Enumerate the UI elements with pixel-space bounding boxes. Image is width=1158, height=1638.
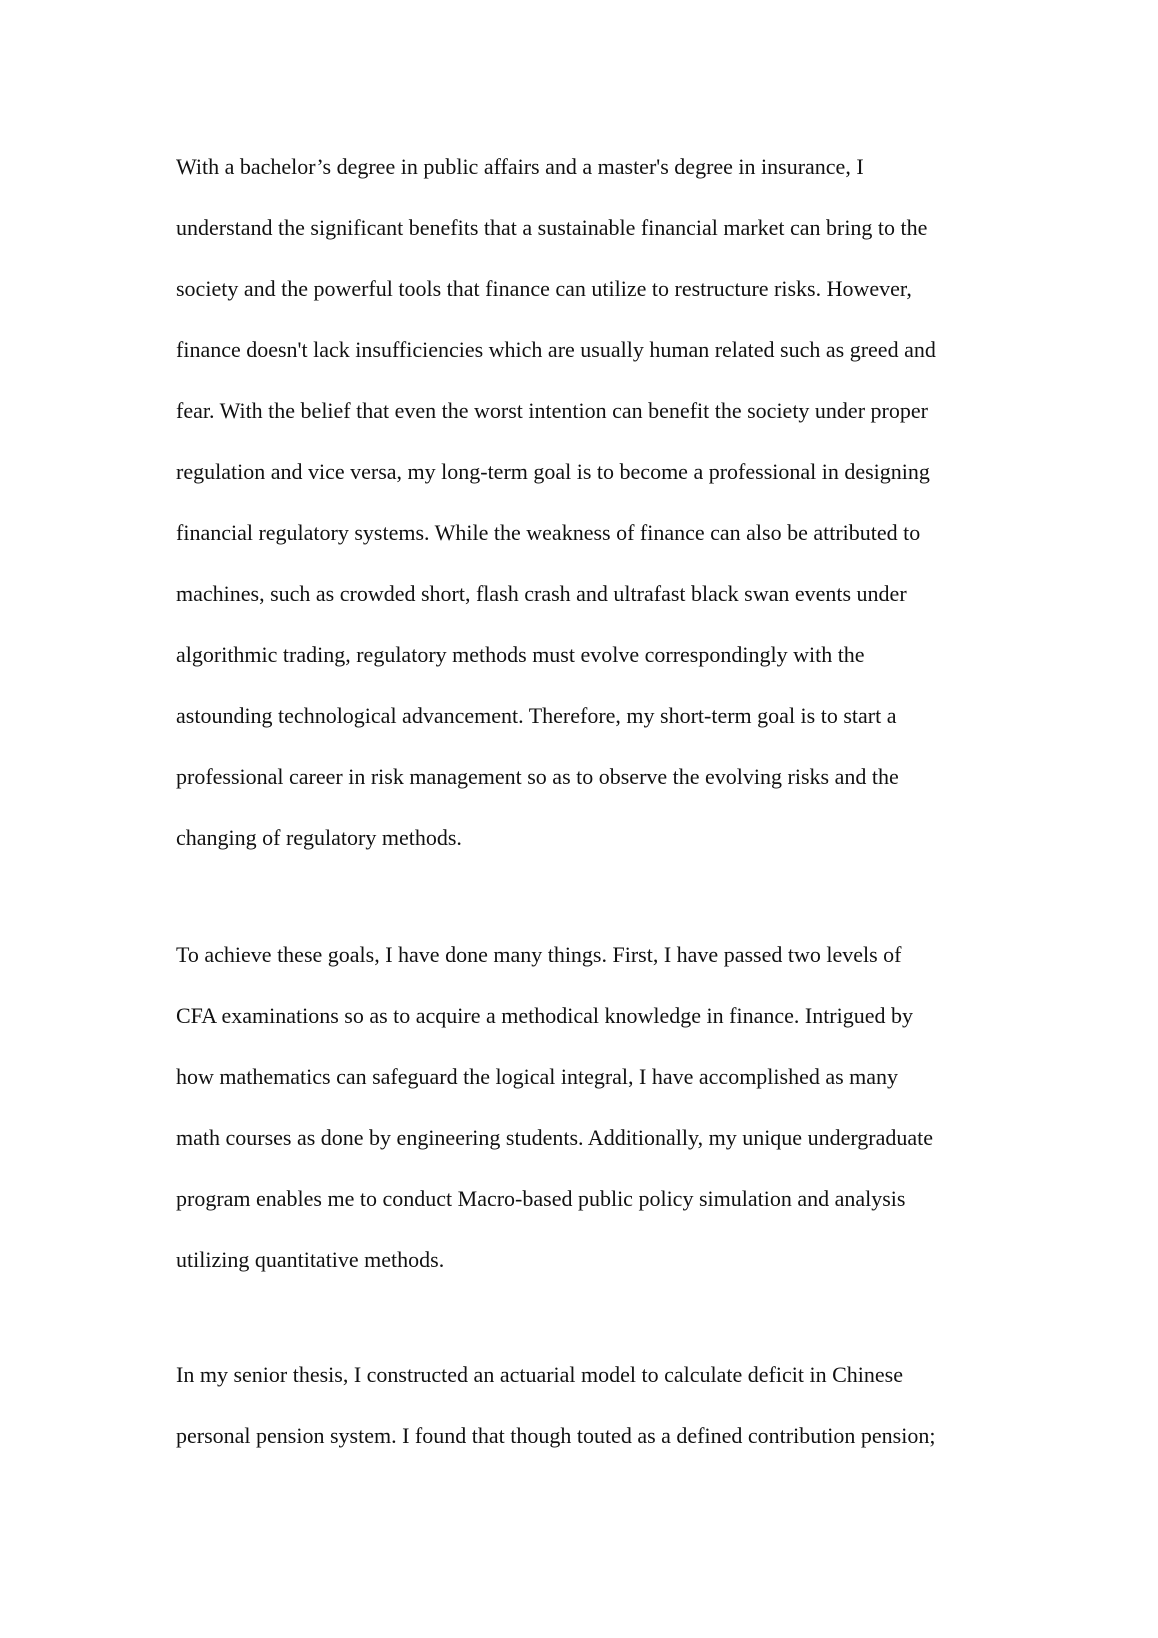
text-line: fear. With the belief that even the worst intention can benefit the society under proper	[176, 398, 928, 423]
text-line: In my senior thesis, I constructed an actuarial model to calculate deficit in Chinese	[176, 1362, 903, 1387]
text-line: algorithmic trading, regulatory methods must evolve correspondingly with the	[176, 642, 865, 667]
text-line: machines, such as crowded short, flash crash and ultrafast black swan events under	[176, 581, 907, 606]
text-line: personal pension system. I found that though touted as a defined contribution pension;	[176, 1423, 936, 1448]
text-line: To achieve these goals, I have done many things. First, I have passed two levels of	[176, 942, 902, 967]
text-line: understand the significant benefits that a sustainable financial market can bring to the	[176, 215, 928, 240]
text-line: regulation and vice versa, my long-term goal is to become a professional in designing	[176, 459, 930, 484]
text-line: professional career in risk management so as to observe the evolving risks and the	[176, 764, 899, 789]
text-line: financial regulatory systems. While the weakness of finance can also be attributed to	[176, 520, 921, 545]
text-line: With a bachelor’s degree in public affairs and a master's degree in insurance, I	[176, 154, 864, 179]
text-line: society and the powerful tools that finance can utilize to restructure risks. However,	[176, 276, 912, 301]
text-line: finance doesn't lack insufficiencies which are usually human related such as greed and	[176, 337, 936, 362]
paragraph-2	[176, 940, 996, 1306]
text-line: math courses as done by engineering students. Additionally, my unique undergraduate	[176, 1125, 934, 1150]
text-line: astounding technological advancement. Therefore, my short-term goal is to start a	[176, 703, 897, 728]
text-line: CFA examinations so as to acquire a methodical knowledge in finance. Intrigued by	[176, 1003, 914, 1028]
text-line: changing of regulatory methods.	[176, 825, 462, 850]
text-line: utilizing quantitative methods.	[176, 1247, 445, 1272]
text-line: program enables me to conduct Macro-based public policy simulation and analysis	[176, 1186, 906, 1211]
text-line: how mathematics can safeguard the logical integral, I have accomplished as many	[176, 1064, 899, 1089]
paragraph-1	[176, 152, 996, 884]
paragraph-3	[176, 1360, 996, 1482]
